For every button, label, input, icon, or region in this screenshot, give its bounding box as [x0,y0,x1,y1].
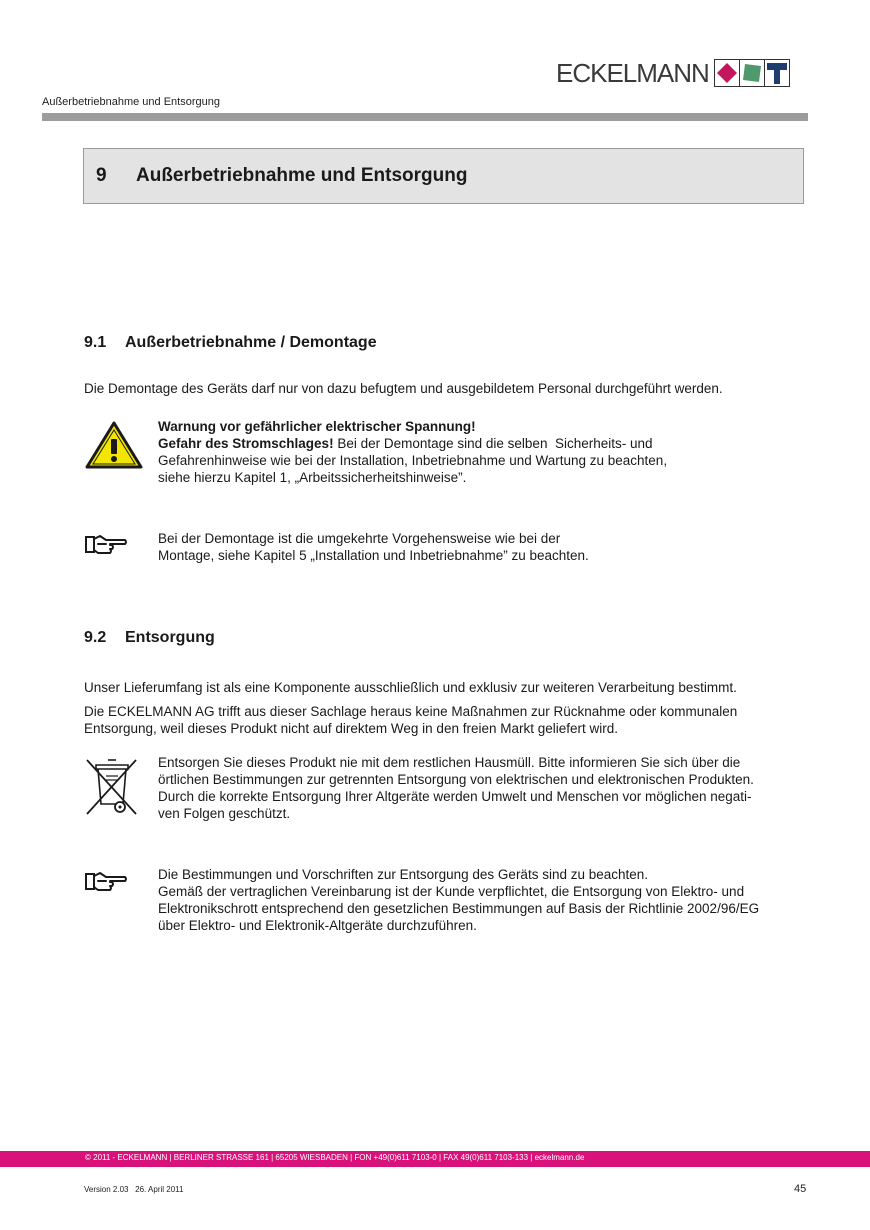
warning-voltage-icon [84,420,144,470]
warning-line-2-rest: Bei der Demontage sind die selben Sicherheits- und [333,436,653,451]
header-divider [42,113,808,121]
warning-line-4: siehe hierzu Kapitel 1, „Arbeitssicherheitshinweise”. [158,470,467,485]
section-heading-9-2 [84,629,215,647]
weee-line-2: örtlichen Bestimmungen zur getrennten Entsorgung von elektrischen und elektronischen Produkten. [158,772,754,787]
eckelmann-logo [556,58,790,88]
pointing-hand-icon [84,533,128,555]
footer-contact-band [0,1151,870,1167]
section-number: 9.2 [84,629,107,646]
chapter-number: 9 [96,165,107,186]
note-line-2: Montage, siehe Kapitel 5 „Installation und Inbetriebnahme” zu beachten. [158,548,589,563]
section-title: Entsorgung [125,629,215,646]
note-demontage [158,530,818,564]
section-number: 9.1 [84,334,107,351]
paragraph-eckelmann-ag [84,703,804,737]
warning-text [158,418,818,486]
weee-text [158,754,818,822]
note-line-3: Elektronikschrott entsprechend den gesetzlichen Bestimmungen auf Basis der Richtlinie 2002/96/EG [158,901,760,916]
section-heading-9-1 [84,334,377,352]
warning-line-3: Gefahrenhinweise wie bei der Installation, Inbetriebnahme und Wartung zu beachten, [158,453,668,468]
warning-line-2 [158,435,818,452]
paragraph-lieferumfang: Unser Lieferumfang ist als eine Komponente ausschließlich und exklusiv zur weiteren Verarbeitung bestimmt. [84,680,737,695]
running-header: Außerbetriebnahme und Entsorgung [42,96,220,108]
warning-headline: Warnung vor gefährlicher elektrischer Spannung! [158,419,476,434]
paragraph-line-2: Entsorgung, weil dieses Produkt nicht auf direktem Weg in den freien Markt geliefert wird. [84,721,619,736]
logo-mark-icon [715,59,790,87]
page-number: 45 [794,1183,807,1195]
weee-line-4: ven Folgen geschützt. [158,806,291,821]
note-line-1: Die Bestimmungen und Vorschriften zur Entsorgung des Geräts sind zu beachten. [158,867,649,882]
paragraph-line-1: Die ECKELMANN AG trifft aus dieser Sachlage heraus keine Maßnahmen zur Rücknahme oder kommunalen [84,704,738,719]
chapter-title: Außerbetriebnahme und Entsorgung [136,165,468,186]
crossed-out-bin-icon [84,756,138,818]
note-entsorgung [158,866,818,934]
footer-version: Version 2.03 26. April 2011 [84,1185,184,1194]
pointing-hand-icon [84,870,128,892]
footer-contact-text: © 2011 - ECKELMANN | BERLINER STRASSE 161 | 65205 WIESBADEN | FON +49(0)611 7103-0 | FAX 49(0)611 7103-133 | eckelmann.de [85,1153,585,1162]
section-title: Außerbetriebnahme / Demontage [125,334,377,351]
note-line-1: Bei der Demontage ist die umgekehrte Vorgehensweise wie bei der [158,531,561,546]
paragraph-demontage-intro: Die Demontage des Geräts darf nur von dazu befugtem und ausgebildetem Personal durchgeführt werden. [84,381,723,396]
chapter-heading-box [83,148,804,204]
note-line-4: über Elektro- und Elektronik-Altgeräte durchzuführen. [158,918,477,933]
logo-wordmark: ECKELMANN [556,58,709,88]
weee-line-3: Durch die korrekte Entsorgung Ihrer Altgeräte werden Umwelt und Menschen vor möglichen negati- [158,789,752,804]
note-line-2: Gemäß der vertraglichen Vereinbarung ist der Kunde verpflichtet, die Entsorgung von Elektro- und [158,884,745,899]
warning-bold-lead: Gefahr des Stromschlages! [158,436,334,451]
weee-line-1: Entsorgen Sie dieses Produkt nie mit dem restlichen Hausmüll. Bitte informieren Sie sich über die [158,755,741,770]
